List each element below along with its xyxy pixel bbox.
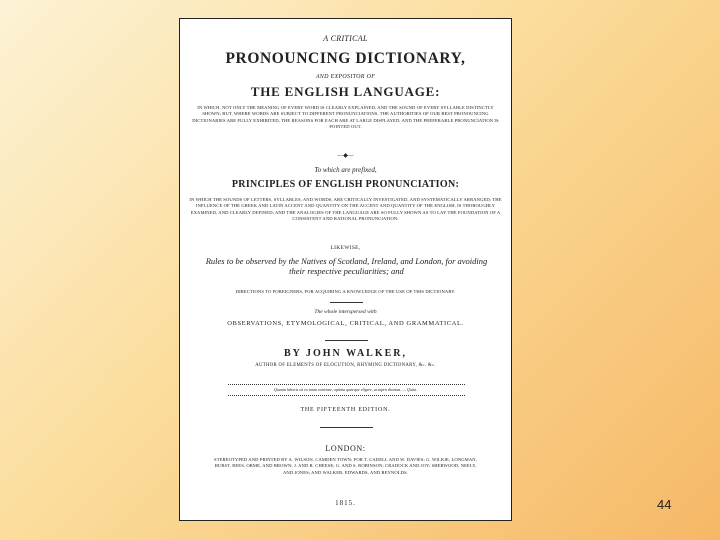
description-paragraph: IN WHICH, NOT ONLY THE MEANING OF EVERY WORD IS CLEARLY EXPLAINED, AND THE SOUND OF EVERY SYLLABLE DISTINCTLY SHOWN; BUT, WHERE WORDS ARE SUBJECT TO DIFFERENT PRONUNCIATIONS, THE AUTHORITIES OF OUR BEST PRONOUNCING DICTIONARIES ARE FULLY EXHIBITED, THE REASONS FOR EACH ARE AT LARGE DISPLAYED, AND THE PREFERABLE PRONUNCIATION IS POINTED OUT. <box>192 105 499 130</box>
edition-line: THE FIFTEENTH EDITION. <box>300 407 391 413</box>
dotted-rule-bottom <box>228 395 465 396</box>
city-line: LONDON: <box>325 444 366 453</box>
rule-before-imprint <box>320 427 373 428</box>
observations-line: OBSERVATIONS, ETYMOLOGICAL, CRITICAL, AND GRAMMATICAL. <box>227 320 464 327</box>
year-line: 1815. <box>335 499 356 507</box>
rules-line: Rules to be observed by the Natives of Scotland, Ireland, and London, for avoiding their respective peculiarities; and <box>205 256 488 276</box>
author-credits: AUTHOR OF ELEMENTS OF ELOCUTION, RHYMING DICTIONARY, &c. &c. <box>255 363 436 368</box>
main-title: PRONOUNCING DICTIONARY, <box>225 50 466 67</box>
author-line: BY JOHN WALKER, <box>283 348 408 359</box>
directions-line: DIRECTIONS TO FOREIGNERS, FOR ACQUIRING A KNOWLEDGE OF THE USE OF THIS DICTIONARY. <box>235 289 456 294</box>
title-prefix: A CRITICAL <box>323 34 368 43</box>
likewise-line: LIKEWISE, <box>330 245 361 251</box>
prefixed-line: To which are prefixed, <box>314 166 377 174</box>
title-page-scan <box>179 18 512 521</box>
principles-paragraph: IN WHICH THE SOUNDS OF LETTERS, SYLLABLES, AND WORDS, ARE CRITICALLY INVESTIGATED, AND SYSTEMATICALLY ARRANGED; THE INFLUENCE OF THE GREEK AND LATIN ACCENT AND QUANTITY ON THE ACCENT AND QUANTITY OF THE ENGLISH, IS THOROUGHLY EXAMINED, AND CLEARLY DEFINED; AND THE ANALOGIES OF THE LANGUAGE ARE SO FULLY SHOWN AS TO LAY THE FOUNDATION OF A CONSISTENT AND RATIONAL PRONUNCIATION. <box>189 197 502 222</box>
interspersed-line: The whole interspersed with <box>314 309 377 315</box>
short-rule <box>330 302 363 303</box>
title-subject: THE ENGLISH LANGUAGE: <box>250 84 441 99</box>
latin-quote: Quanta laboris sit ex tanta varietate, optima quaeque eligere, ut supra diximus. — Quint. <box>273 387 418 392</box>
slide-page-number: 44 <box>657 497 672 512</box>
ornament-divider: —◆— <box>337 153 354 159</box>
principles-title: PRINCIPLES OF ENGLISH PRONUNCIATION: <box>231 179 460 190</box>
dotted-rule-top <box>228 384 465 385</box>
short-rule-2 <box>325 340 368 341</box>
title-connector: AND EXPOSITOR OF <box>315 74 376 80</box>
imprint-paragraph: STEREOTYPED AND PRINTED BY A. WILSON, CAMDEN TOWN; FOR T. CADELL AND W. DAVIES; G. WILKIE; LONGMAN, HURST, REES, ORME, AND BROWN; J. AND R. CHEESE; G. AND S. ROBINSON; CRADOCK AND JOY; SHERWOOD, NEELY, AND JONES; AND WALKER, EDWARDS, AND REYNOLDS. <box>214 457 477 475</box>
